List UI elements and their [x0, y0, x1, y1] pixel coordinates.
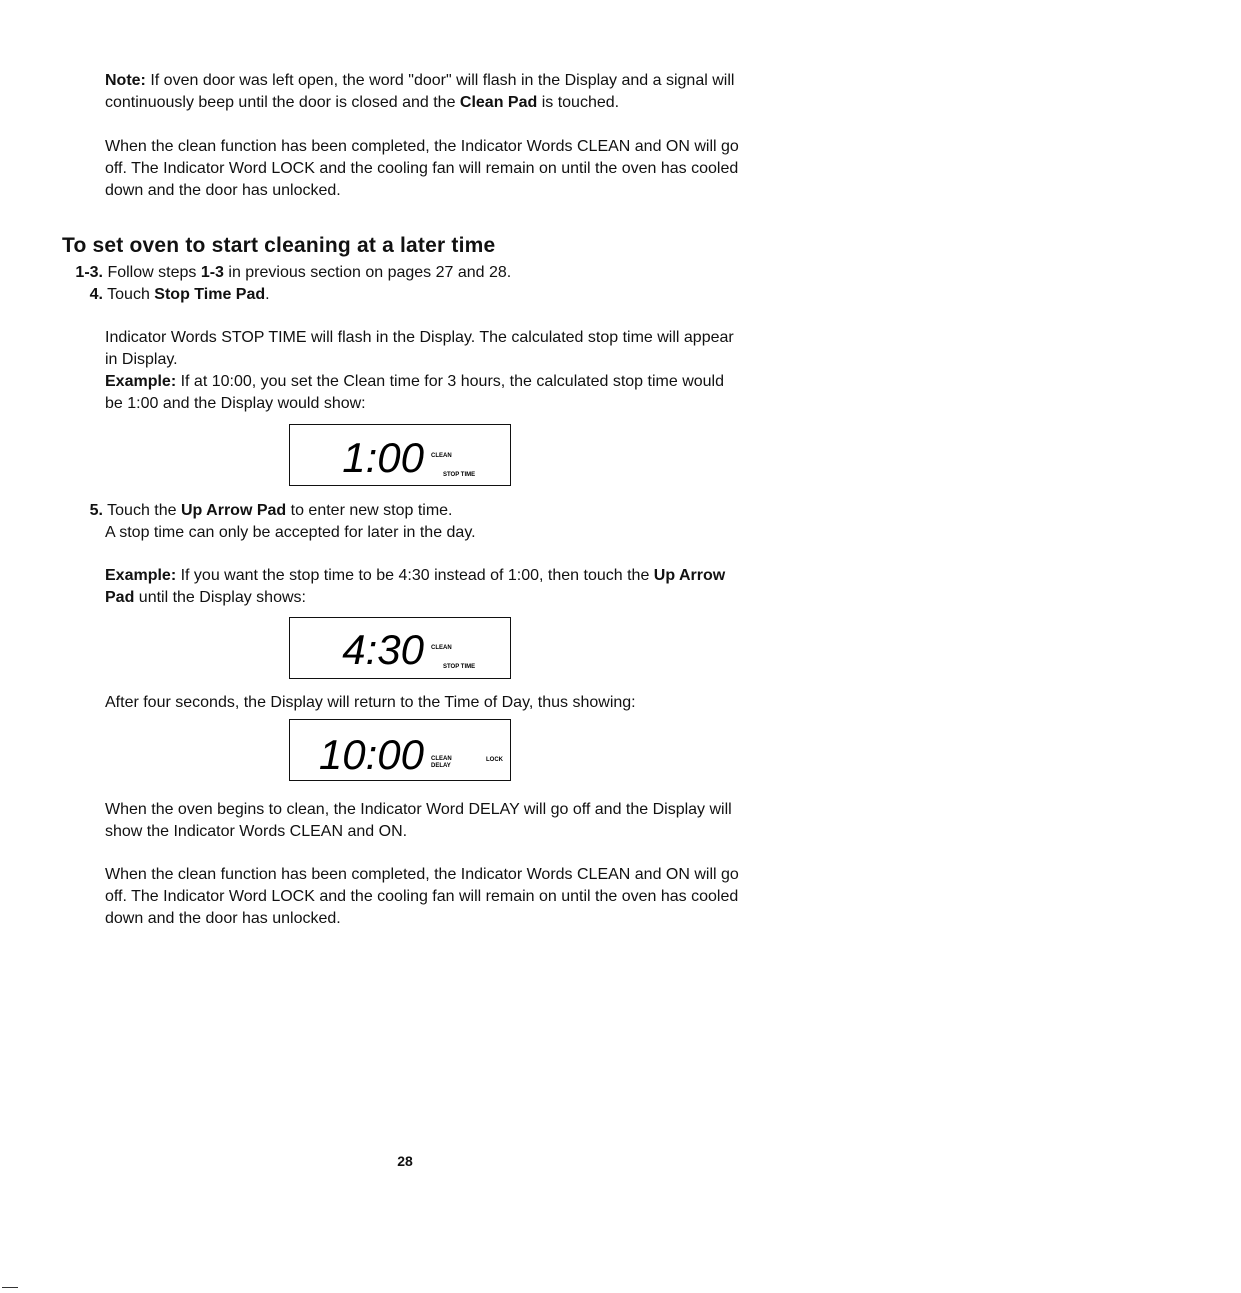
oven-display-1	[289, 424, 511, 486]
oven-display-2-graphic	[290, 618, 512, 680]
example-1-paragraph	[105, 371, 745, 415]
step-text-2: in previous section on pages 27 and 28.	[223, 264, 512, 281]
step-4	[62, 284, 762, 306]
oven-display-1-graphic	[290, 425, 512, 487]
step-number: 5.	[89, 502, 103, 519]
page-number: 28	[397, 1153, 413, 1169]
example-label: Example:	[105, 567, 177, 584]
example-text-1: If you want the stop time to be 4:30 instead of 1:00, then touch the	[176, 567, 654, 584]
note-clean-pad: Clean Pad	[459, 94, 538, 111]
indicator-clean: CLEAN	[431, 756, 452, 762]
display-time: 10:00	[318, 731, 424, 778]
oven-display-3	[289, 719, 511, 781]
step-text-1: Touch the	[103, 502, 181, 519]
step-1-3	[62, 262, 762, 284]
step-number: 1-3.	[75, 264, 103, 281]
indicator-paragraph: Indicator Words STOP TIME will flash in the Display. The calculated stop time will appear in Display.	[105, 329, 734, 368]
oven-display-3-graphic	[290, 720, 512, 782]
display-time: 1:00	[342, 434, 424, 481]
note-paragraph	[105, 70, 745, 114]
note-label: Note:	[105, 72, 146, 89]
example-label: Example:	[105, 373, 177, 390]
step-number: 4.	[89, 286, 103, 303]
step-text-1: Follow steps	[103, 264, 201, 281]
after-paragraph: After four seconds, the Display will return to the Time of Day, thus showing:	[105, 694, 636, 711]
up-arrow-pad: Up Arrow Pad	[105, 567, 726, 606]
indicator-clean: CLEAN	[431, 453, 452, 459]
step-text-2: .	[265, 286, 270, 303]
indicator-stop-time: STOP TIME	[443, 664, 476, 670]
example-text-2: until the Display shows:	[134, 589, 306, 606]
up-arrow-pad: Up Arrow Pad	[180, 502, 287, 519]
begins-paragraph: When the oven begins to clean, the Indicator Word DELAY will go off and the Display will show the Indicator Words CLEAN and ON.	[105, 801, 732, 840]
scan-edge-mark	[2, 1287, 18, 1288]
indicator-lock: LOCK	[486, 757, 503, 763]
completed-paragraph-1: When the clean function has been completed, the Indicator Words CLEAN and ON will go off. The Indicator Word LOCK and the cooling fan will remain on until the oven has cooled down and the door has unlocked.	[105, 138, 739, 199]
section-heading: To set oven to start cleaning at a later time	[62, 234, 496, 257]
step-5-line-2: A stop time can only be accepted for later in the day.	[105, 524, 476, 541]
indicator-stop-time: STOP TIME	[443, 472, 476, 478]
example-2-paragraph	[105, 565, 745, 609]
note-text-2: is touched.	[537, 94, 620, 111]
display-time: 4:30	[342, 626, 424, 673]
indicator-clean: CLEAN	[431, 645, 452, 651]
completed-paragraph-2: When the clean function has been completed, the Indicator Words CLEAN and ON will go off. The Indicator Word LOCK and the cooling fan will remain on until the oven has cooled down and the door has unlocked.	[105, 866, 739, 927]
step-5	[62, 500, 762, 522]
indicator-delay: DELAY	[431, 763, 451, 769]
example-text: If at 10:00, you set the Clean time for 3 hours, the calculated stop time would be 1:00 and the Display would show:	[105, 373, 724, 412]
note-text-1: If oven door was left open, the word "door" will flash in the Display and a signal will continuously beep until the door is closed and the	[105, 72, 735, 111]
stop-time-pad: Stop Time Pad	[154, 286, 266, 303]
oven-display-2	[289, 617, 511, 679]
step-bold: 1-3	[200, 264, 224, 281]
step-text-2: to enter new stop time.	[286, 502, 453, 519]
step-text-1: Touch	[103, 286, 155, 303]
